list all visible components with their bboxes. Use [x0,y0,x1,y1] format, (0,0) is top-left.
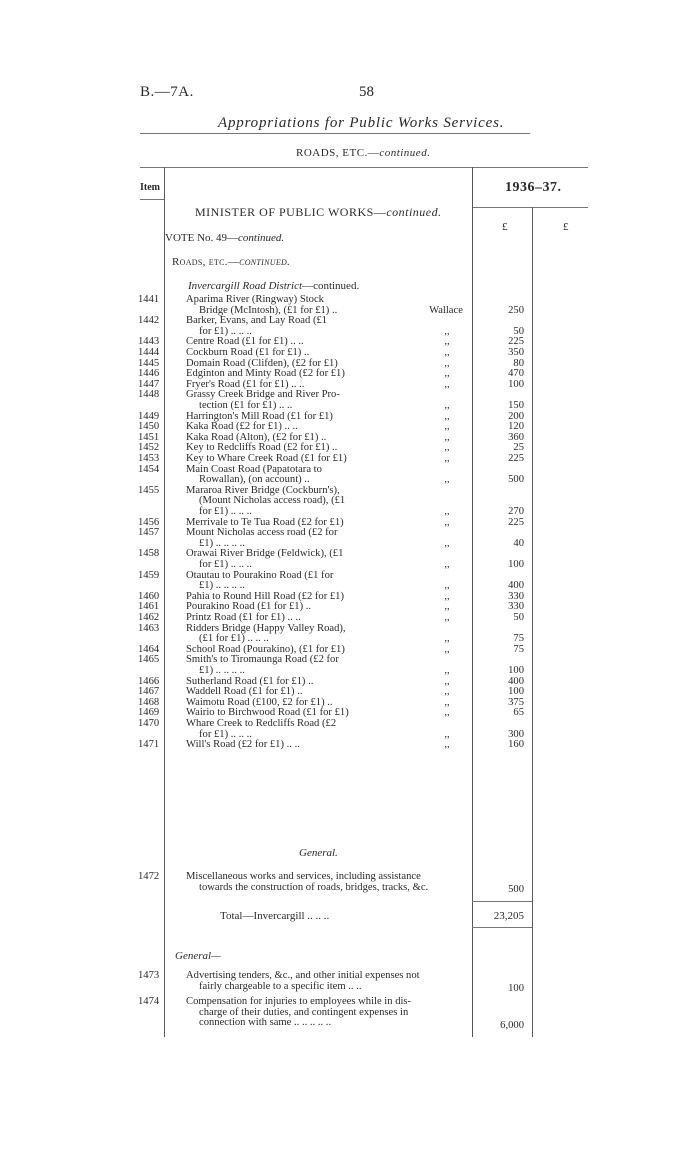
item-amount: 75 [513,643,524,655]
item-amount: 100 [508,686,524,698]
item-description: Mararoa River Bridge (Cockburn's), (Mount Nicholas access road), (£1 for £1) .. .. .. [186,484,346,517]
district-ditto: ,, [444,664,450,676]
document-code: B.—7A. [140,84,194,100]
amount-column-rule [472,167,473,1037]
district-ditto: ,, [444,399,450,411]
district-ditto: ,, [444,410,450,422]
item-description: Kaka Road (Alton), (£2 for £1) .. [186,431,327,443]
item-number: 1457 [138,527,160,539]
item-amount: 65 [513,707,524,719]
item-description: Will's Road (£2 for £1) .. .. [186,739,300,751]
item-description: Key to Redcliffs Road (£2 for £1) .. [186,442,338,454]
vote-heading: VOTE No. 49—continued. [165,232,285,244]
item-amount: 40 [513,537,524,549]
item-amount: 80 [513,357,524,369]
total-top-rule [472,901,532,902]
item-amount: 375 [508,696,524,708]
item-number: 1444 [138,347,160,358]
item-description: Key to Whare Creek Road (£1 for £1) [186,453,347,464]
misc-amount: 500 [508,884,524,895]
item-number: 1469 [138,707,160,719]
item-number: 1462 [138,612,160,623]
item-amount: 350 [508,347,524,358]
item-description: Otautau to Pourakino Road (£1 for £1) .. .. .. .. [186,569,334,592]
item-amount: 470 [508,368,524,380]
district-ditto: ,, [444,728,450,740]
item-description: Smith's to Tiromaunga Road (£2 for £1) .. .. .. .. [186,654,339,676]
item-number: 1471 [138,739,160,751]
item-number: 1460 [138,590,160,602]
total-bottom-rule [472,927,532,928]
district-ditto: ,, [444,474,450,486]
item-amount: 25 [513,442,524,454]
total-amount: 23,205 [493,910,524,922]
item-description: Wairio to Birchwood Road (£1 for £1) [186,707,349,719]
general-subheading: General. [299,847,338,859]
item-description: Printz Road (£1 for £1) .. .. [186,612,301,623]
district-ditto: ,, [444,633,450,645]
item-amount: 225 [508,516,524,528]
district-ditto: ,, [444,357,450,369]
item-number: 1455 [138,484,160,496]
item-amount: 400 [508,580,524,592]
roads-heading: Roads, etc.—continued. [172,256,291,268]
item-number: 1452 [138,442,160,454]
district-ditto: ,, [444,643,450,655]
page-number: 58 [359,84,374,100]
district-ditto: ,, [444,516,450,528]
district-heading: Invercargill Road District—continued. [188,280,360,292]
item-description: Sutherland Road (£1 for £1) .. [186,675,314,687]
item-column-rule [164,167,165,1037]
item-description: Fryer's Road (£1 for £1) .. .. [186,378,305,390]
item-number: 1453 [138,453,160,464]
item-column-header: Item [140,182,160,193]
item-description: School Road (Pourakino), (£1 for £1) [186,643,345,655]
item-amount: 225 [508,453,524,464]
district-ditto: ,, [444,378,450,390]
district-ditto: ,, [444,347,450,358]
item-amount: 160 [508,739,524,751]
district-ditto: ,, [444,537,450,549]
item-number: 1443 [138,336,160,348]
item-amount: 100 [508,558,524,570]
district-ditto: ,, [444,453,450,464]
district-ditto: ,, [444,505,450,517]
page-title: Appropriations for Public Works Services. [218,115,505,131]
item-description: Pahia to Round Hill Road (£2 for £1) [186,590,345,602]
district-ditto: ,, [444,368,450,380]
item-amount: 50 [513,325,524,337]
district-ditto: ,, [444,580,450,592]
district-ditto: ,, [444,590,450,602]
item-amount: 500 [508,474,524,486]
item-number: 1474 [138,996,160,1007]
item-description: Barker, Evans, and Lay Road (£1 for £1) .. .. .. [186,315,328,337]
district-ditto: ,, [444,336,450,348]
district-ditto: ,, [444,686,450,698]
district-ditto: ,, [444,612,450,623]
district-ditto: ,, [444,601,450,613]
item-amount: 330 [508,590,524,602]
currency-symbol-1: £ [502,221,508,233]
item-description: Advertising tenders, &c., and other initial expenses not fairly chargeable to a specific item .. .. [186,970,420,992]
item-amount: 100 [508,378,524,390]
item-number: 1451 [138,431,160,443]
item-description: Main Coast Road (Papatotara to Rowallan), (on account) .. [186,463,322,486]
district-ditto: ,, [444,675,450,687]
item-description: Centre Road (£1 for £1) .. .. [186,336,304,348]
general-amount-1: 100 [508,983,524,994]
item-number: 1461 [138,601,160,613]
item-number: 1447 [138,378,160,390]
district-ditto: ,, [444,739,450,751]
item-description: Merrivale to Te Tua Road (£2 for £1) [186,516,344,528]
item-number: 1450 [138,421,160,433]
item-number: 1470 [138,718,160,729]
minister-heading: MINISTER OF PUBLIC WORKS—continued. [195,205,442,219]
item-description: Mount Nicholas access road (£2 for £1) .. .. .. .. [186,527,338,549]
item-number: 1465 [138,654,160,666]
item-description: Compensation for injuries to employees while in dis- charge of their duties, and contingent expenses in connection with same .. .. .. .. .. [186,996,412,1029]
district-ditto: ,, [444,421,450,433]
item-amount: 150 [508,399,524,411]
item-number: 1467 [138,686,160,698]
item-number: 1441 [138,294,160,305]
item-description: Whare Creek to Redcliffs Road (£2 for £1) .. .. .. [186,718,337,740]
item-description: Cockburn Road (£1 for £1) .. [186,347,310,358]
item-number: 1448 [138,389,160,401]
item-description: Waddell Road (£1 for £1) .. [186,686,303,698]
second-column-rule [532,207,533,1037]
item-number: 1456 [138,516,160,528]
item-description: Harrington's Mill Road (£1 for £1) [186,410,333,422]
general-amount-2: 6,000 [500,1020,524,1031]
item-amount: 120 [508,421,524,433]
item-amount: 75 [513,633,524,645]
title-rule [140,133,530,134]
district-ditto: ,, [444,431,450,443]
item-description: Aparima River (Ringway) Stock Bridge (McIntosh), (£1 for £1) .. [186,294,338,316]
item-description: Kaka Road (£2 for £1) .. .. [186,421,298,433]
table-top-rule [140,167,588,168]
item-description: Waimotu Road (£100, £2 for £1) .. [186,696,333,708]
item-amount: 360 [508,431,524,443]
general-heading: General— [175,950,221,962]
item-number: 1442 [138,315,160,327]
item-description: Miscellaneous works and services, including assistance towards the construction of roads, bridges, tracks, &c. [186,871,429,893]
currency-symbol-2: £ [563,221,569,233]
item-amount: 300 [508,728,524,740]
item-description: Edginton and Minty Road (£2 for £1) [186,368,345,380]
district-ditto: ,, [444,558,450,570]
district-ditto: Wallace [429,304,463,316]
item-number: 1472 [138,871,160,882]
district-ditto: ,, [444,696,450,708]
item-number: 1473 [138,970,160,981]
item-amount: 250 [508,304,524,316]
item-amount: 100 [508,664,524,676]
item-number: 1463 [138,622,160,634]
item-number: 1458 [138,548,160,560]
item-amount: 270 [508,505,524,517]
item-number: 1445 [138,357,160,369]
item-number: 1464 [138,643,160,655]
item-number: 1466 [138,675,160,687]
item-number: 1459 [138,569,160,581]
district-ditto: ,, [444,325,450,337]
item-description: Domain Road (Clifden), (£2 for £1) [186,357,338,369]
item-number: 1446 [138,368,160,380]
district-ditto: ,, [444,707,450,719]
item-amount: 330 [508,601,524,613]
item-number: 1454 [138,463,160,475]
section-subheading: ROADS, ETC.—continued. [296,147,431,159]
total-label: Total—Invercargill .. .. .. [220,910,330,922]
item-description: Grassy Creek Bridge and River Pro- tection (£1 for £1) .. .. [186,389,340,411]
item-amount: 400 [508,675,524,687]
item-amount: 200 [508,410,524,422]
item-description: Pourakino Road (£1 for £1) .. [186,601,312,613]
year-column-header: 1936–37. [505,180,562,195]
item-header-rule [140,199,165,200]
item-amount: 225 [508,336,524,348]
item-description: Ridders Bridge (Happy Valley Road), (£1 for £1) .. .. .. [186,622,346,645]
item-number: 1449 [138,410,160,422]
item-description: Orawai River Bridge (Feldwick), (£1 for £1) .. .. .. [186,548,344,570]
district-ditto: ,, [444,442,450,454]
item-amount: 50 [513,612,524,623]
year-header-rule [472,207,588,208]
item-number: 1468 [138,696,160,708]
